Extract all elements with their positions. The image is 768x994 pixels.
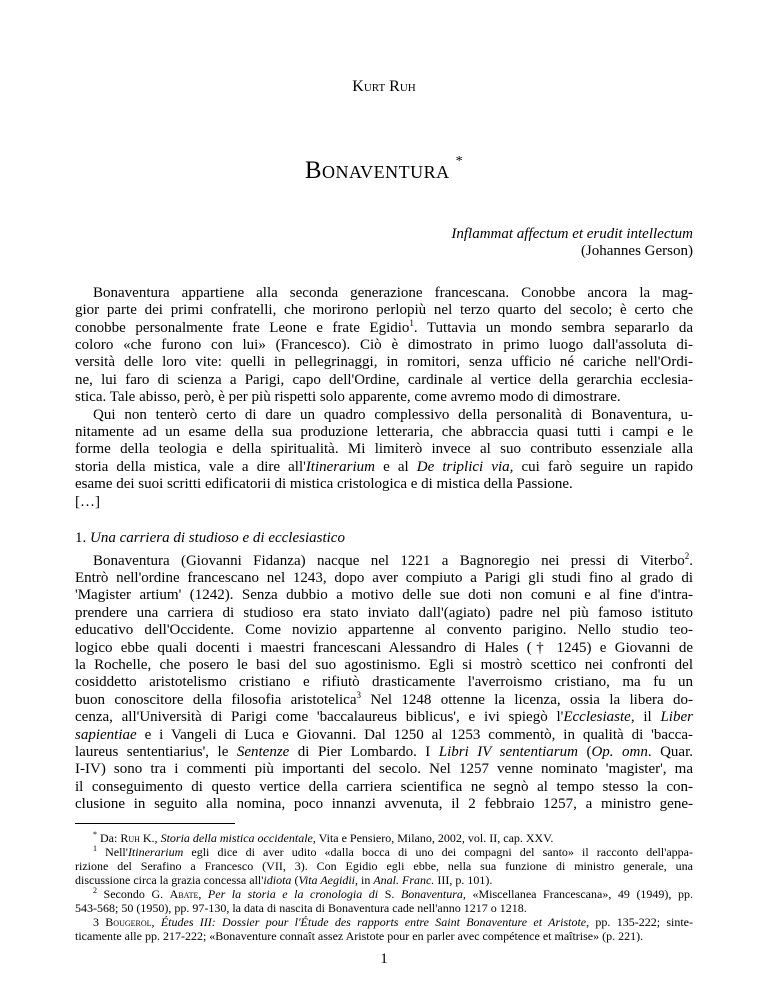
text-run: , cui farò seguire un rapido — [509, 458, 694, 475]
text-run: 3 — [93, 914, 106, 929]
text-run: e al — [374, 458, 417, 475]
text-run: cosiddetto aristotelismo cristiano e rifiutò drasticamente l'averroismo cristiano, ma fu un — [75, 674, 693, 691]
text-run: storia della mistica, vale a dire all' — [75, 458, 306, 475]
text-line — [75, 424, 693, 441]
title-footnote-mark: * — [455, 153, 464, 169]
text-run: clusione in seguito alla nomina, poco innanzi avvenuta, il 2 febbraio 1257, a ministro gene- — [75, 796, 693, 813]
section-title: Una carriera di studioso e di ecclesiastico — [90, 530, 345, 547]
text-line — [75, 831, 693, 845]
text-line — [75, 476, 693, 493]
text-line — [75, 859, 693, 873]
text-run: 543-568; 50 (1950), pp. 97-130, la data di nascita di Bonaventura cade nell'anno 1217 o 1218. — [75, 900, 527, 915]
text-run: nitamente ad un esame della sua produzione letteraria, che abbraccia quasi tutti i campi e le — [75, 424, 693, 441]
footnote-ref: 1 — [409, 317, 414, 328]
text-run: versità delle loro vite: quelli in pellegrinaggi, in romitori, senza ufficio né cariche nell'Ordi- — [75, 354, 693, 371]
text-run: conobbe personalmente frate Leone e frate Egidio — [75, 319, 410, 336]
text-run: , — [198, 886, 208, 901]
text-line — [75, 441, 693, 458]
text-line — [75, 761, 693, 778]
text-run: , pp. 135-222; sinte- — [586, 914, 693, 929]
text-run: III, p. 101). — [434, 872, 493, 887]
text-run: il conseguimento di questo vertice della carriera scientifica ne segnò al tempo stesso la con- — [75, 778, 693, 795]
text-run: Secondo G. — [97, 886, 170, 901]
italic-text: Op. omn — [591, 743, 648, 760]
text-run: e i Vangeli di Luca e Giovanni. Dal 1250 al 1253 commentò, in qualità di 'bacca- — [136, 726, 693, 743]
text-line — [75, 570, 693, 587]
text-run: , in — [355, 872, 374, 887]
text-line — [75, 674, 693, 691]
text-run: gior parte dei primi confratelli, che morirono perlopiù nel terzo quarto del secolo; è certo che — [75, 302, 693, 319]
italic-text: sapientiae — [75, 726, 137, 743]
footnote-divider — [75, 823, 235, 824]
text-run: buon conoscitore della filosofia aristotelica — [75, 691, 357, 708]
italic-text: Anal. Franc. — [373, 872, 435, 887]
text-run: , Vita e Pensiero, Milano, 2002, vol. II, cap. XXV. — [312, 830, 554, 845]
italic-text: Études III: Dossier pour l'Étude des rapports entre Saint Bonaventure et Aristote — [160, 914, 587, 929]
text-run: 'Magister artium' (1242). Senza dubbio a motivo delle sue doti non comuni e al fine d'intra- — [75, 587, 693, 604]
footnotes — [75, 831, 693, 943]
italic-text: De triplici via — [416, 458, 510, 475]
text-line — [75, 302, 693, 319]
text-run: K., — [139, 830, 161, 845]
text-line — [75, 407, 693, 424]
text-run: Da: — [97, 830, 121, 845]
page-number: 1 — [380, 950, 388, 967]
italic-text: Vita Aegidii — [298, 872, 355, 887]
text-line — [75, 796, 693, 813]
text-run: . Quar. — [647, 743, 693, 760]
footnote-ref: * — [93, 829, 97, 839]
intro-text — [75, 285, 693, 511]
text-line — [75, 550, 693, 570]
text-line — [75, 929, 693, 943]
text-run: ( — [291, 872, 299, 887]
text-line — [75, 689, 693, 709]
text-run: Abate — [169, 886, 199, 901]
text-line — [75, 337, 693, 354]
italic-text: Storia della mistica occidentale — [160, 830, 313, 845]
text-line — [75, 727, 693, 744]
text-line — [75, 915, 693, 929]
text-line — [75, 587, 693, 604]
text-run: «Miscellanea Francescana», 49 (1949), pp. — [465, 886, 693, 901]
title-text: Bonaventura — [304, 157, 450, 184]
text-run: la Rochelle, che posero le basi del suo agostinismo. Egli si mostrò scettico nei confronti del — [75, 656, 693, 673]
footnote-ref: 1 — [93, 843, 97, 853]
text-line — [75, 657, 693, 674]
text-run: logico ebbe quali docenti i maestri francescani Alessandro di Hales († 1245) e Giovanni de — [75, 639, 693, 656]
text-run: ne, lui faro di scienza a Parigi, capo dell'Ordine, cardinale al vertice della gerarchia ecclesia- — [75, 371, 693, 388]
text-run: Nel 1248 ottenne la licenza, ossia la libera do- — [361, 691, 693, 708]
text-run: , — [151, 914, 161, 929]
epigraph-quote: Inflammat affectum et erudit intellectum — [451, 226, 693, 242]
text-run: rizione del Serafino a Francesco (VII, 3). Con Egidio egli ebbe, nella sua funzione di ministro generale, una — [75, 858, 693, 873]
epigraph — [75, 226, 693, 261]
epigraph-source: (Johannes Gerson) — [580, 243, 693, 260]
text-line — [75, 744, 693, 761]
text-run: S. — [378, 886, 401, 901]
text-line — [75, 494, 693, 511]
text-line — [75, 317, 693, 337]
text-line — [75, 887, 693, 901]
text-run: ticamente alle pp. 217-222; «Bonaventure connaît assez Aristote pour en parler avec compétence et maîtrise» (p. 221). — [75, 928, 644, 943]
text-run: forme della teologia e della spiritualità. Mi limiterò invece al suo contributo essenziale alla — [75, 441, 693, 458]
text-line — [75, 709, 693, 726]
text-run: . Tuttavia un mondo sembra separarlo da — [413, 319, 693, 336]
page — [75, 0, 693, 968]
text-run: laureus sententiarius', le — [75, 743, 237, 760]
author-name: Kurt Ruh — [352, 78, 416, 95]
italic-text: Itinerarium — [127, 844, 184, 859]
italic-text: Liber — [660, 709, 693, 726]
text-line — [75, 354, 693, 371]
text-line — [75, 285, 693, 302]
footnote-ref: 2 — [684, 550, 690, 561]
text-run: […] — [75, 493, 100, 510]
text-line — [75, 389, 693, 406]
body-text — [75, 550, 693, 814]
text-run: esame dei suoi scritti edificatorii di mistica cristologica e di mistica della Passione. — [75, 476, 573, 493]
text-line — [75, 605, 693, 622]
text-run: Bougerol — [105, 914, 152, 929]
text-run: di Pier Lombardo. I — [289, 743, 439, 760]
section-number: 1. — [75, 530, 90, 547]
text-line — [75, 372, 693, 389]
italic-text: Libri IV sententiarum — [438, 743, 578, 760]
text-line — [75, 622, 693, 639]
italic-text: Sentenze — [236, 743, 290, 760]
text-run: Bonaventura appartiene alla seconda generazione francescana. Conobbe ancora la mag- — [93, 284, 693, 301]
text-run: discussione circa la grazia concessa all' — [75, 872, 264, 887]
text-run: . — [689, 552, 693, 569]
italic-text: Bonaventura, — [400, 886, 466, 901]
text-line — [75, 873, 693, 887]
page-title — [75, 153, 693, 186]
footnote-ref: 3 — [356, 689, 361, 700]
text-run: stica. Tale abisso, però, è per più rispetti solo apparente, come avremo modo di dimostrare. — [75, 389, 621, 406]
text-run: coloro «che furono con lui» (Francesco). Ciò è dimostrato in primo luogo dall'assoluta di- — [75, 337, 693, 354]
text-run: Nell' — [97, 844, 128, 859]
text-line — [75, 640, 693, 657]
text-run: , il — [630, 709, 661, 726]
text-run: Qui non tenterò certo di dare un quadro complessivo della personalità di Bonaventura, u- — [93, 406, 693, 423]
text-run: prendere una carriera di studioso era stato inviato dall'(agiato) padre nel più famoso istituto — [75, 604, 693, 621]
text-run: Bonaventura (Giovanni Fidanza) nacque nel 1221 a Bagnoregio nei pressi di Viterbo — [93, 552, 685, 569]
footnote-ref: 2 — [93, 885, 97, 895]
italic-text: Ecclesiaste — [563, 709, 631, 726]
text-run: I-IV) sono tra i commenti più importanti del secolo. Nel 1257 venne nominato 'magister', ma — [75, 761, 693, 778]
text-run: educativo dell'Occidente. Come novizio appartenne al convento parigino. Nello studio teo- — [75, 622, 693, 639]
section-heading — [75, 530, 693, 547]
text-line — [75, 901, 693, 915]
text-line — [75, 779, 693, 796]
italic-text: Per la storia e la cronologia di — [207, 886, 379, 901]
text-run: Entrò nell'ordine francescano nel 1243, dopo aver compiuto a Parigi gli studi fino al grado di — [75, 569, 693, 586]
text-line — [75, 459, 693, 476]
italic-text: Itinerarium — [305, 458, 375, 475]
text-line — [75, 845, 693, 859]
text-run: cenza, all'Università di Parigi come 'baccalaureus biblicus', e ivi spiegò l' — [75, 709, 564, 726]
text-run: ( — [577, 743, 592, 760]
italic-text: idiota — [263, 872, 292, 887]
text-run: egli dice di aver udito «dalla bocca di uno dei compagni del santo» il racconto dell'appa- — [183, 844, 694, 859]
text-run: Ruh — [120, 830, 140, 845]
